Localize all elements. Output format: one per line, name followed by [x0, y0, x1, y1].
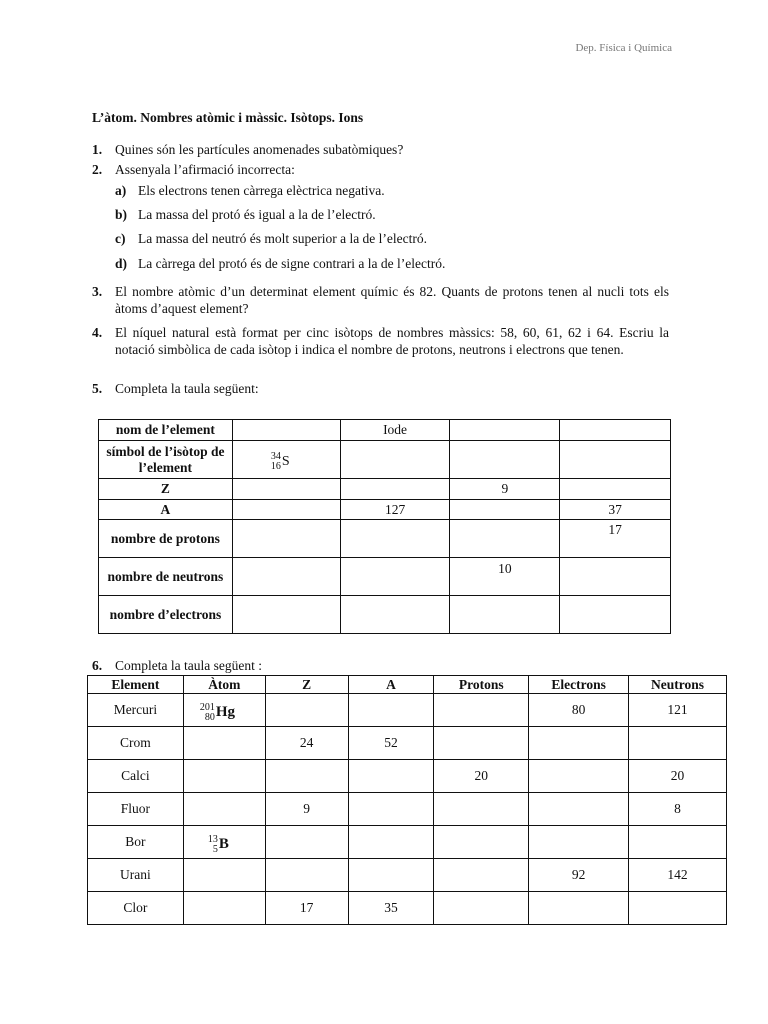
- table-row: [88, 826, 727, 859]
- table-cell[interactable]: 20: [434, 760, 529, 793]
- table-cell[interactable]: [265, 694, 348, 727]
- row-header: nombre de protons: [99, 520, 233, 558]
- table-cell[interactable]: 10: [450, 558, 560, 596]
- table-cell[interactable]: [450, 441, 560, 479]
- table-row: [99, 420, 671, 441]
- element-symbol: B: [218, 836, 229, 852]
- atom-cell[interactable]: [183, 793, 265, 826]
- option-label: d): [115, 256, 128, 271]
- table-cell[interactable]: [529, 793, 629, 826]
- table-cell[interactable]: [348, 859, 434, 892]
- element-cell: Clor: [88, 892, 184, 925]
- table-cell[interactable]: 80: [529, 694, 629, 727]
- table-row: [99, 441, 671, 479]
- element-table-2: [87, 675, 727, 925]
- table-cell[interactable]: [340, 520, 450, 558]
- row-header: A: [99, 500, 233, 520]
- table-cell[interactable]: [340, 479, 450, 500]
- table-cell[interactable]: 52: [348, 727, 434, 760]
- table-cell[interactable]: [232, 558, 340, 596]
- element-cell: Bor: [88, 826, 184, 859]
- table-cell[interactable]: [560, 441, 671, 479]
- table-cell[interactable]: [232, 596, 340, 634]
- atom-cell[interactable]: [183, 727, 265, 760]
- mass-number: 13: [207, 833, 218, 845]
- row-header: nombre de neutrons: [99, 558, 233, 596]
- table-cell[interactable]: [348, 793, 434, 826]
- table-cell[interactable]: [232, 479, 340, 500]
- table-cell[interactable]: [434, 892, 529, 925]
- row-header: nombre d’electrons: [99, 596, 233, 634]
- table-cell[interactable]: [560, 596, 671, 634]
- table-cell[interactable]: 37: [560, 500, 671, 520]
- table-cell[interactable]: [434, 727, 529, 760]
- table-cell[interactable]: Iode: [340, 420, 450, 441]
- table-row: [88, 793, 727, 826]
- table-cell[interactable]: [450, 520, 560, 558]
- column-header: Neutrons: [629, 676, 727, 694]
- table-cell[interactable]: 20: [629, 760, 727, 793]
- option-label: a): [115, 183, 127, 198]
- table-cell[interactable]: [450, 500, 560, 520]
- element-symbol: Hg: [215, 704, 236, 720]
- element-cell: Fluor: [88, 793, 184, 826]
- table-cell[interactable]: [348, 694, 434, 727]
- column-header: Àtom: [183, 676, 265, 694]
- atomic-number: 16: [270, 461, 281, 472]
- table-cell[interactable]: [529, 826, 629, 859]
- table-row: [88, 694, 727, 727]
- table-cell[interactable]: 92: [529, 859, 629, 892]
- table-cell[interactable]: 35: [348, 892, 434, 925]
- question-number: 4.: [92, 325, 103, 340]
- table-cell[interactable]: [232, 520, 340, 558]
- element-cell: Crom: [88, 727, 184, 760]
- table-cell[interactable]: [265, 760, 348, 793]
- column-header: Protons: [434, 676, 529, 694]
- row-header: símbol de l’isòtop de l’element: [99, 441, 233, 479]
- row-header: nom de l’element: [99, 420, 233, 441]
- table-cell[interactable]: [560, 558, 671, 596]
- question-number: 1.: [92, 142, 103, 157]
- table-cell[interactable]: [529, 760, 629, 793]
- atomic-number: 80: [204, 711, 215, 723]
- page-title: L’àtom. Nombres atòmic i màssic. Isòtops. Ions: [92, 110, 364, 125]
- table-cell[interactable]: [434, 793, 529, 826]
- option-text: Els electrons tenen càrrega elèctrica negativa.: [138, 183, 385, 198]
- question-text: Assenyala l’afirmació incorrecta:: [115, 162, 295, 177]
- table-cell[interactable]: [629, 727, 727, 760]
- table-cell[interactable]: 9: [450, 479, 560, 500]
- option-text: La càrrega del protó és de signe contrari a la de l’electró.: [138, 256, 446, 271]
- table-header-row: [88, 676, 727, 694]
- atom-cell[interactable]: [183, 694, 265, 727]
- table-cell[interactable]: 24: [265, 727, 348, 760]
- table-cell[interactable]: [232, 420, 340, 441]
- option-label: c): [115, 231, 126, 246]
- atom-cell[interactable]: [183, 826, 265, 859]
- page-header: Dep. Física i Química: [575, 42, 672, 54]
- table-cell[interactable]: [232, 500, 340, 520]
- column-header: Element: [88, 676, 184, 694]
- table-cell[interactable]: [340, 596, 450, 634]
- table-cell[interactable]: 17: [560, 520, 671, 558]
- question-number: 2.: [92, 162, 103, 177]
- question-text: Quines són les partícules anomenades subatòmiques?: [115, 142, 404, 157]
- element-cell: Mercuri: [88, 694, 184, 727]
- option-text: La massa del neutró és molt superior a la de l’electró.: [138, 231, 428, 246]
- table-cell[interactable]: [340, 441, 450, 479]
- table-cell[interactable]: [434, 859, 529, 892]
- table-cell[interactable]: 8: [629, 793, 727, 826]
- element-symbol: S: [281, 454, 290, 469]
- table-cell[interactable]: [560, 420, 671, 441]
- question-text: El nombre atòmic d’un determinat element químic és 82. Quants de protons tenen al nucli tots els àtoms d’aquest element?: [115, 284, 669, 316]
- table-cell[interactable]: [560, 479, 671, 500]
- table-cell[interactable]: [434, 826, 529, 859]
- column-header: Z: [265, 676, 348, 694]
- atom-cell[interactable]: [183, 859, 265, 892]
- mass-number: 201: [199, 701, 215, 713]
- table-cell[interactable]: [348, 760, 434, 793]
- question-number: 3.: [92, 284, 103, 299]
- table-cell[interactable]: [265, 826, 348, 859]
- table-cell[interactable]: [529, 727, 629, 760]
- table-cell[interactable]: 127: [340, 500, 450, 520]
- column-header: A: [348, 676, 434, 694]
- table-row: [99, 558, 671, 596]
- column-header: Electrons: [529, 676, 629, 694]
- isotope-notation-s: [271, 452, 290, 472]
- question-number: 6.: [92, 658, 103, 673]
- table-row: [99, 479, 671, 500]
- atomic-number: 5: [212, 843, 218, 855]
- question-text: Completa la taula següent :: [115, 658, 262, 673]
- table-row: [99, 596, 671, 634]
- table-cell[interactable]: 142: [629, 859, 727, 892]
- element-cell: Urani: [88, 859, 184, 892]
- table-row: [88, 727, 727, 760]
- isotope-notation-b: [208, 835, 229, 855]
- table-cell[interactable]: [265, 859, 348, 892]
- table-cell[interactable]: [450, 420, 560, 441]
- table-cell[interactable]: 17: [265, 892, 348, 925]
- atom-cell[interactable]: [183, 760, 265, 793]
- table-cell[interactable]: [629, 826, 727, 859]
- element-cell: Calci: [88, 760, 184, 793]
- isotope-notation-hg: [200, 703, 235, 723]
- table-row: [88, 892, 727, 925]
- question-number: 5.: [92, 381, 103, 396]
- table-cell[interactable]: 121: [629, 694, 727, 727]
- row-header: Z: [99, 479, 233, 500]
- question-text: El níquel natural està format per cinc isòtops de nombres màssics: 58, 60, 61, 62 i 64. Escriu la notació simbòlica de cada isòtop i indica el nombre de protons, neutrons i electrons que tenen.: [115, 325, 669, 357]
- table-row: [99, 520, 671, 558]
- atom-cell[interactable]: [183, 892, 265, 925]
- table-row: [88, 859, 727, 892]
- option-text: La massa del protó és igual a la de l’electró.: [138, 207, 376, 222]
- table-cell[interactable]: [450, 596, 560, 634]
- table-cell[interactable]: [340, 558, 450, 596]
- table-cell[interactable]: [529, 892, 629, 925]
- table-row: [88, 760, 727, 793]
- table-cell[interactable]: 9: [265, 793, 348, 826]
- table-cell[interactable]: [629, 892, 727, 925]
- element-table-1: [98, 419, 671, 634]
- question-text: Completa la taula següent:: [115, 381, 259, 396]
- table-cell[interactable]: [434, 694, 529, 727]
- mass-number: 34: [270, 451, 281, 462]
- table-cell[interactable]: [232, 441, 340, 479]
- option-label: b): [115, 207, 128, 222]
- table-row: [99, 500, 671, 520]
- table-cell[interactable]: [348, 826, 434, 859]
